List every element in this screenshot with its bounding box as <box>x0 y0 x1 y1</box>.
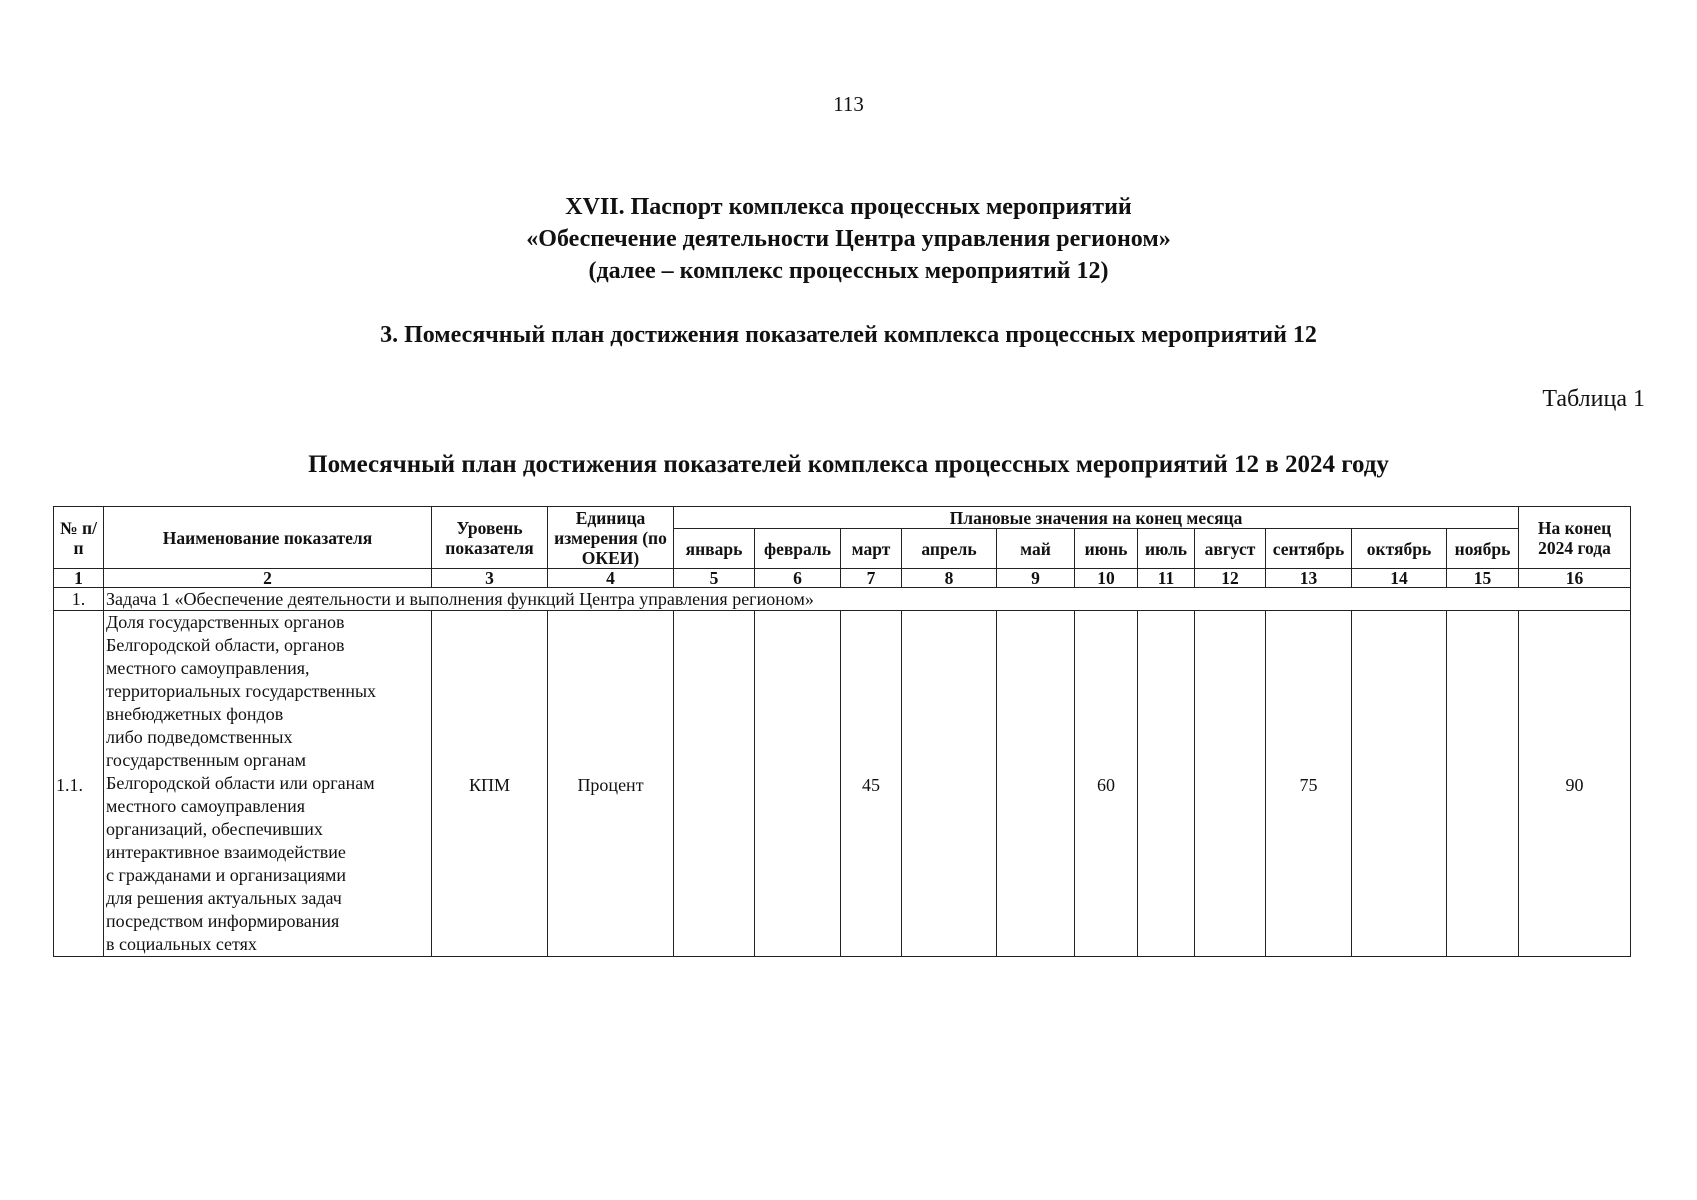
header-month: февраль <box>755 529 841 569</box>
column-number: 4 <box>548 569 674 588</box>
column-number: 16 <box>1519 569 1631 588</box>
month-value-cell <box>755 611 841 957</box>
header-month: июль <box>1138 529 1195 569</box>
month-value: 60 <box>1097 774 1115 795</box>
month-value-cell <box>997 611 1075 957</box>
indicator-name-line: для решения актуальных задач <box>106 888 342 908</box>
indicator-name-line: территориальных государственных <box>106 681 377 701</box>
row-index <box>54 611 104 957</box>
month-value-cell <box>1075 611 1138 957</box>
column-number: 3 <box>432 569 548 588</box>
column-number: 11 <box>1138 569 1195 588</box>
header-level: Уровень показателя <box>432 507 548 569</box>
column-number: 8 <box>902 569 997 588</box>
month-value <box>757 783 838 785</box>
indicator-name-line: либо подведомственных <box>106 727 293 747</box>
header-month: ноябрь <box>1447 529 1519 569</box>
month-value <box>1449 783 1516 785</box>
document-title <box>0 191 1697 287</box>
column-number: 12 <box>1195 569 1266 588</box>
year-end-value: 90 <box>1565 774 1584 795</box>
indicator-name <box>104 611 432 957</box>
header-month: январь <box>674 529 755 569</box>
header-month: сентябрь <box>1266 529 1352 569</box>
column-number: 13 <box>1266 569 1352 588</box>
task-row <box>54 588 1631 611</box>
indicator-name-line: посредством информирования <box>106 911 340 931</box>
month-value <box>904 783 994 785</box>
month-value-cell <box>1352 611 1447 957</box>
indicator-unit-value: Процент <box>577 774 644 795</box>
column-number: 6 <box>755 569 841 588</box>
table-title: Помесячный план достижения показателей комплекса процессных мероприятий 12 в 2024 году <box>308 451 1389 478</box>
indicator-name-line: в социальных сетях <box>106 934 257 954</box>
indicator-name-line: Белгородской области или органам <box>106 773 375 793</box>
column-number: 10 <box>1075 569 1138 588</box>
indicator-name-line: внебюджетных фондов <box>106 704 284 724</box>
header-month: апрель <box>902 529 997 569</box>
month-value <box>999 783 1072 785</box>
column-number: 2 <box>104 569 432 588</box>
task-index: 1. <box>54 588 104 611</box>
header-month: август <box>1195 529 1266 569</box>
title-line-1: XVII. Паспорт комплекса процессных мероприятий <box>565 194 1132 220</box>
header-month: октябрь <box>1352 529 1447 569</box>
header-number: № п/п <box>54 507 104 569</box>
column-number-row <box>54 569 1631 588</box>
indicator-name-line: Доля государственных органов <box>106 612 345 632</box>
header-month: март <box>841 529 902 569</box>
month-value-cell <box>1266 611 1352 957</box>
header-year-end: На конец 2024 года <box>1519 507 1631 569</box>
header-month: июнь <box>1075 529 1138 569</box>
year-end-cell <box>1519 611 1631 957</box>
title-line-3: (далее – комплекс процессных мероприятий 12) <box>588 258 1109 284</box>
month-value: 75 <box>1299 774 1318 795</box>
month-value-cell <box>1195 611 1266 957</box>
table-row <box>54 611 1631 957</box>
month-value-cell <box>1138 611 1195 957</box>
monthly-plan-table <box>53 506 1631 957</box>
column-number: 1 <box>54 569 104 588</box>
month-value-cell <box>902 611 997 957</box>
indicator-name-line: Белгородской области, органов <box>106 635 345 655</box>
column-number: 7 <box>841 569 902 588</box>
indicator-name-line: интерактивное взаимодействие <box>106 842 346 862</box>
task-text: Задача 1 «Обеспечение деятельности и выполнения функций Центра управления регионом» <box>104 588 1631 611</box>
header-month: май <box>997 529 1075 569</box>
section-title: 3. Помесячный план достижения показателей комплекса процессных мероприятий 12 <box>380 322 1317 348</box>
page-number: 113 <box>833 92 864 116</box>
month-value-cell <box>674 611 755 957</box>
indicator-name-line: государственным органам <box>106 750 307 770</box>
indicator-name-line: местного самоуправления <box>106 796 306 816</box>
header-name: Наименование показателя <box>104 507 432 569</box>
month-value-cell <box>1447 611 1519 957</box>
month-value <box>1140 783 1192 785</box>
column-number: 15 <box>1447 569 1519 588</box>
indicator-level-value: КПМ <box>468 774 510 795</box>
month-value <box>1197 783 1263 785</box>
column-number: 9 <box>997 569 1075 588</box>
indicator-level <box>432 611 548 957</box>
month-value <box>676 783 752 785</box>
row-index-value: 1.1. <box>56 774 83 795</box>
column-number: 14 <box>1352 569 1447 588</box>
column-number: 5 <box>674 569 755 588</box>
table-label: Таблица 1 <box>1542 386 1645 412</box>
indicator-name-line: с гражданами и организациями <box>106 865 347 885</box>
month-value <box>1354 783 1444 785</box>
header-planned-values: Плановые значения на конец месяца <box>674 507 1519 529</box>
title-line-2: «Обеспечение деятельности Центра управления регионом» <box>526 226 1171 252</box>
month-value-cell <box>841 611 902 957</box>
month-value: 45 <box>862 774 880 795</box>
indicator-name-line: местного самоуправления, <box>106 658 310 678</box>
indicator-unit <box>548 611 674 957</box>
indicator-name-line: организаций, обеспечивших <box>106 819 323 839</box>
header-unit: Единица измерения (по ОКЕИ) <box>548 507 674 569</box>
